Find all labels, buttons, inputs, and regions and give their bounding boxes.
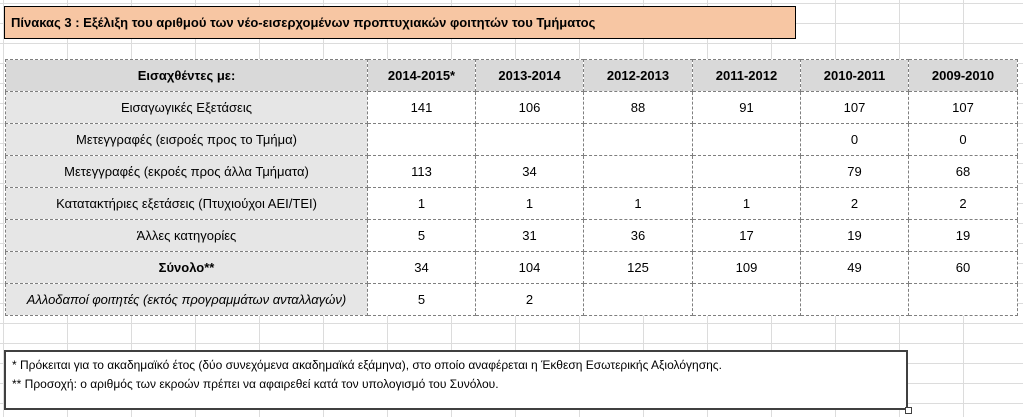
table-row [6,124,1018,156]
row-label[interactable]: Μετεγγραφές (εισροές προς το Τμήμα) [6,124,368,156]
header-year[interactable]: 2010-2011 [801,60,909,92]
table-cell[interactable]: 125 [584,252,693,284]
footnote: ** Προσοχή: ο αριθμός των εκροών πρέπει να αφαιρεθεί κατά τον υπολογισμό του Συνόλου. [12,377,499,391]
table-cell[interactable]: 106 [476,92,584,124]
footnotes-textbox[interactable] [4,350,908,410]
footnote: * Πρόκειται για το ακαδημαϊκό έτος (δύο συνεχόμενα ακαδημαϊκά εξάμηνα), στο οποίο αναφέρεται η Έκθεση Εσωτερικής Αξιολόγησης. [12,358,722,372]
row-label[interactable]: Εισαγωγικές Εξετάσεις [6,92,368,124]
table-cell[interactable]: 0 [801,124,909,156]
table-cell[interactable] [476,124,584,156]
table-cell[interactable] [584,284,693,316]
table-cell[interactable]: 141 [368,92,476,124]
table-row [6,92,1018,124]
table-cell[interactable]: 68 [909,156,1018,188]
header-row [6,60,1018,92]
table-cell[interactable] [368,124,476,156]
table-cell[interactable]: 17 [693,220,801,252]
header-admitted-with[interactable]: Εισαχθέντες με: [6,60,368,92]
table-cell[interactable]: 5 [368,284,476,316]
students-table [5,59,1018,316]
table-cell[interactable]: 19 [909,220,1018,252]
table-row [6,156,1018,188]
header-year[interactable]: 2011-2012 [693,60,801,92]
table-cell[interactable] [801,284,909,316]
table-cell[interactable]: 19 [801,220,909,252]
table-cell[interactable]: 79 [801,156,909,188]
table-row [6,188,1018,220]
header-year[interactable]: 2013-2014 [476,60,584,92]
table-cell[interactable]: 2 [801,188,909,220]
table-row [6,284,1018,316]
table-cell[interactable]: 88 [584,92,693,124]
table-cell[interactable]: 91 [693,92,801,124]
table-cell[interactable]: 113 [368,156,476,188]
table-cell[interactable]: 2 [476,284,584,316]
table-cell[interactable]: 34 [368,252,476,284]
table-cell[interactable]: 0 [909,124,1018,156]
table-cell[interactable] [584,124,693,156]
resize-handle[interactable] [905,407,912,414]
row-label[interactable]: Μετεγγραφές (εκροές προς άλλα Τμήματα) [6,156,368,188]
table-cell[interactable]: 1 [476,188,584,220]
header-year[interactable]: 2009-2010 [909,60,1018,92]
table-cell[interactable]: 60 [909,252,1018,284]
table-cell[interactable] [693,156,801,188]
row-label-total[interactable]: Σύνολο** [6,252,368,284]
table-cell[interactable]: 31 [476,220,584,252]
table-cell[interactable]: 1 [584,188,693,220]
table-cell[interactable]: 104 [476,252,584,284]
row-label[interactable]: Αλλοδαποί φοιτητές (εκτός προγραμμάτων ανταλλαγών) [6,284,368,316]
header-year[interactable]: 2012-2013 [584,60,693,92]
table-cell[interactable] [693,124,801,156]
table-cell[interactable]: 1 [368,188,476,220]
table-cell[interactable]: 2 [909,188,1018,220]
table-cell[interactable] [584,156,693,188]
table-cell[interactable] [693,284,801,316]
table-cell[interactable]: 5 [368,220,476,252]
table-cell[interactable]: 109 [693,252,801,284]
table-cell[interactable] [909,284,1018,316]
row-label[interactable]: Κατατακτήριες εξετάσεις (Πτυχιούχοι ΑΕΙ/ΤΕΙ) [6,188,368,220]
table-cell[interactable]: 49 [801,252,909,284]
table-cell[interactable]: 107 [909,92,1018,124]
table-cell[interactable]: 34 [476,156,584,188]
table-cell[interactable]: 1 [693,188,801,220]
table-title[interactable]: Πίνακας 3 : Εξέλιξη του αριθμού των νέο-εισερχομένων προπτυχιακών φοιτητών του Τμήματος [4,6,796,39]
row-label[interactable]: Άλλες κατηγορίες [6,220,368,252]
table-cell[interactable]: 36 [584,220,693,252]
table-row [6,220,1018,252]
table-cell[interactable]: 107 [801,92,909,124]
header-year[interactable]: 2014-2015* [368,60,476,92]
total-row [6,252,1018,284]
